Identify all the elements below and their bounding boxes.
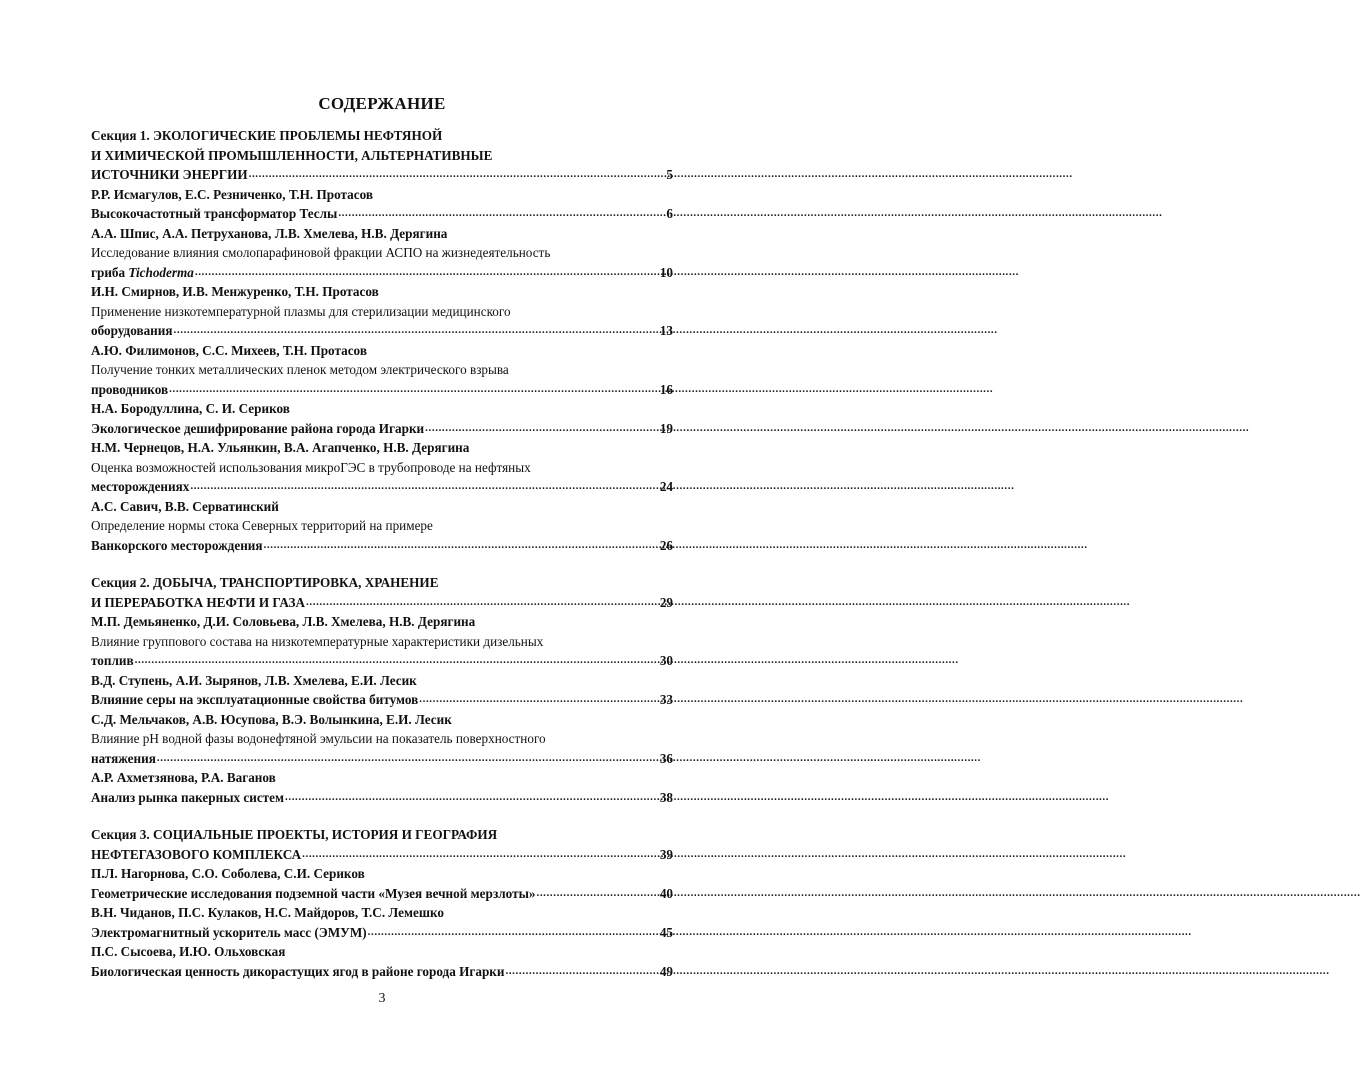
section-title-last-text [91,845,301,865]
dot-leader [368,923,659,943]
page-ref: 30 [659,653,673,668]
dot-leader [249,165,666,185]
entry-title-last-label: Высокочастотный трансформатор Теслы [91,206,338,221]
section-title-last-label: НЕФТЕГАЗОВОГО КОМПЛЕКСА [91,846,302,862]
dot-leader [264,536,659,556]
entry-title-last-label: Экологическое дешифрирование района города Игарки [91,420,425,436]
entry-authors: С.Д. Мельчаков, А.В. Юсупова, В.Э. Волынкина, Е.И. Лесик [91,711,452,727]
entry-title-last-text [91,263,194,283]
section-title-line: Секция 2. ДОБЫЧА, ТРАНСПОРТИРОВКА, ХРАНЕНИЕ [91,575,439,590]
entry-title-last-text [91,962,504,982]
entry-title-last [91,690,673,710]
toc-entry [91,768,673,807]
entry-authors: Н.А. Бородуллина, С. И. Сериков [91,401,290,416]
entry-title-last-label: Биологическая ценность дикорастущих ягод в районе города Игарки [91,963,505,979]
entry-authors: Р.Р. Исмагулов, Е.С. Резниченко, Т.Н. Протасов [91,186,373,202]
dot-leader [157,749,659,769]
entry-title-line: Применение низкотемпературной плазмы для стерилизации медицинского [91,303,511,319]
entry-title-last-label: Ванкорского месторождения [91,537,263,553]
entry-title-last-text [91,788,284,808]
entry-title-last-text [91,536,263,556]
entry-authors: А.С. Савич, В.В. Серватинский [91,498,279,514]
toc-entry [91,864,673,903]
section-title-last-label: И ПЕРЕРАБОТКА НЕФТИ И ГАЗА [91,594,306,610]
entry-title-last [91,419,673,439]
section-title-line: Секция 1. ЭКОЛОГИЧЕСКИЕ ПРОБЛЕМЫ НЕФТЯНОЙ [91,128,443,143]
toc-section [91,126,673,555]
entry-title-last-text [91,884,535,904]
entry-title-last-text [91,651,134,671]
entry-title-last-text [91,380,168,400]
toc-entry [91,399,673,438]
page-title: СОДЕРЖАНИЕ [318,94,446,113]
toc-entry [91,710,673,769]
page-ref: 40 [659,885,673,901]
entry-authors: В.Н. Чиданов, П.С. Кулаков, Н.С. Майдоров, Т.С. Лемешко [91,905,444,920]
entry-title-last-label: топлив [91,653,134,668]
entry-title-last-label: месторождениях [91,479,190,494]
entry-authors: А.Ю. Филимонов, С.С. Михеев, Т.Н. Протасов [91,342,367,358]
entry-authors: В.Д. Ступень, А.И. Зырянов, Л.В. Хмелева, Е.И. Лесик [91,672,417,688]
toc-section [91,573,673,807]
page-ref: 24 [659,479,673,494]
entry-title-line: Исследование влияния смолопарафиновой фракции АСПО на жизнедеятельность [91,245,551,260]
entry-title-last-text [91,419,424,439]
entry-authors: Н.М. Чернецов, Н.А. Ульянкин, В.А. Агапченко, Н.В. Дерягина [91,440,470,455]
toc-section [91,825,673,981]
page-ref: 33 [659,692,673,707]
toc-entry [91,341,673,400]
entry-title-last-label: Электромагнитный ускоритель масс (ЭМУМ) [91,924,367,940]
dot-leader [135,651,659,671]
section-title-last-text [91,165,248,185]
entry-title-line: Оценка возможностей использования микроГЭС в трубопроводе на нефтяных [91,459,531,475]
toc-entry [91,185,673,224]
dot-leader [285,788,659,808]
entry-title-last [91,380,673,400]
entry-title-last-label: оборудования [91,323,173,338]
entry-title-last [91,651,673,671]
section-title-last-text [91,593,305,613]
entry-title-last-label: Влияние серы на эксплуатационные свойства битумов [91,692,419,707]
entry-authors: А.А. Шпис, А.А. Петруханова, Л.В. Хмелева, Н.В. Дерягина [91,225,448,241]
page-ref: 36 [659,750,673,766]
entry-title-last-text [91,477,189,497]
entry-title-line: Получение тонких металлических пленок методом электрического взрыва [91,362,509,377]
entry-authors: М.П. Демьяненко, Д.И. Соловьева, Л.В. Хмелева, Н.В. Дерягина [91,614,476,629]
entry-title-last [91,536,673,556]
toc-entry [91,224,673,283]
page-ref: 38 [659,789,673,805]
entry-authors: И.Н. Смирнов, И.В. Менжуренко, Т.Н. Протасов [91,284,379,299]
entry-title-last-label: гриба [91,264,129,280]
page-ref: 49 [659,963,673,979]
entry-title-last-label: Геометрические исследования подземной части «Музея вечной мерзлоты» [91,885,536,901]
table-of-contents [91,126,673,981]
entry-title-last-text [91,204,337,224]
dot-leader [190,477,658,497]
section-title-last-label: ИСТОЧНИКИ ЭНЕРГИИ [91,167,248,182]
toc-entry [91,282,673,341]
dot-leader [536,884,658,904]
dot-leader [419,690,659,710]
dot-leader [195,263,659,283]
toc-entry [91,612,673,671]
toc-entry [91,942,673,981]
dot-leader [174,321,659,341]
page-ref: 10 [659,264,673,280]
entry-title-last [91,884,673,904]
page-ref: 26 [659,537,673,553]
entry-title-last-text [91,923,367,943]
entry-title-last-label: проводников [91,381,169,397]
page-ref: 16 [659,381,673,397]
entry-title-line: Определение нормы стока Северных территорий на примере [91,518,433,533]
toc-entry [91,671,673,710]
entry-title-last [91,204,673,224]
page-ref: 19 [659,420,673,436]
entry-title-last-label-italic: Tichoderma [128,264,194,280]
toc-entry [91,903,673,942]
section-title-last [91,593,673,613]
dot-leader [306,593,659,613]
entry-title-last-text [91,690,418,710]
section-title-line: Секция 3. СОЦИАЛЬНЫЕ ПРОЕКТЫ, ИСТОРИЯ И ГЕОГРАФИЯ [91,827,498,842]
entry-title-last [91,749,673,769]
entry-title-last-label: Анализ рынка пакерных систем [91,789,284,805]
section-title-last [91,845,673,865]
toc-entry [91,497,673,556]
entry-title-line: Влияние pH водной фазы водонефтяной эмульсии на показатель поверхностного [91,731,546,746]
dot-leader [169,380,659,400]
entry-title-last-label: натяжения [91,750,156,766]
entry-title-last-text [91,321,173,341]
entry-title-line: Влияние группового состава на низкотемпературные характеристики дизельных [91,633,544,649]
page-ref: 45 [659,924,673,940]
entry-title-last [91,321,673,341]
dot-leader [505,962,658,982]
page-ref: 6 [666,206,673,221]
dot-leader [425,419,659,439]
entry-title-last [91,263,673,283]
page-number: 3 [378,991,386,1006]
entry-title-last-text [91,749,156,769]
section-title-last [91,165,673,185]
entry-authors: П.Л. Нагорнова, С.О. Соболева, С.И. Сериков [91,866,365,881]
section-title-line: И ХИМИЧЕСКОЙ ПРОМЫШЛЕННОСТИ, АЛЬТЕРНАТИВНЫЕ [91,147,493,163]
page-ref: 39 [659,846,673,862]
entry-title-last [91,962,673,982]
page-ref: 13 [659,323,673,338]
entry-title-last [91,788,673,808]
entry-title-last [91,477,673,497]
page-ref: 29 [659,594,673,610]
toc-entry [91,438,673,497]
dot-leader [302,845,659,865]
entry-authors: П.С. Сысоева, И.Ю. Ольховская [91,944,286,959]
entry-authors: А.Р. Ахметзянова, Р.А. Ваганов [91,770,276,785]
dot-leader [338,204,665,224]
page-ref: 5 [666,167,673,182]
entry-title-last [91,923,673,943]
